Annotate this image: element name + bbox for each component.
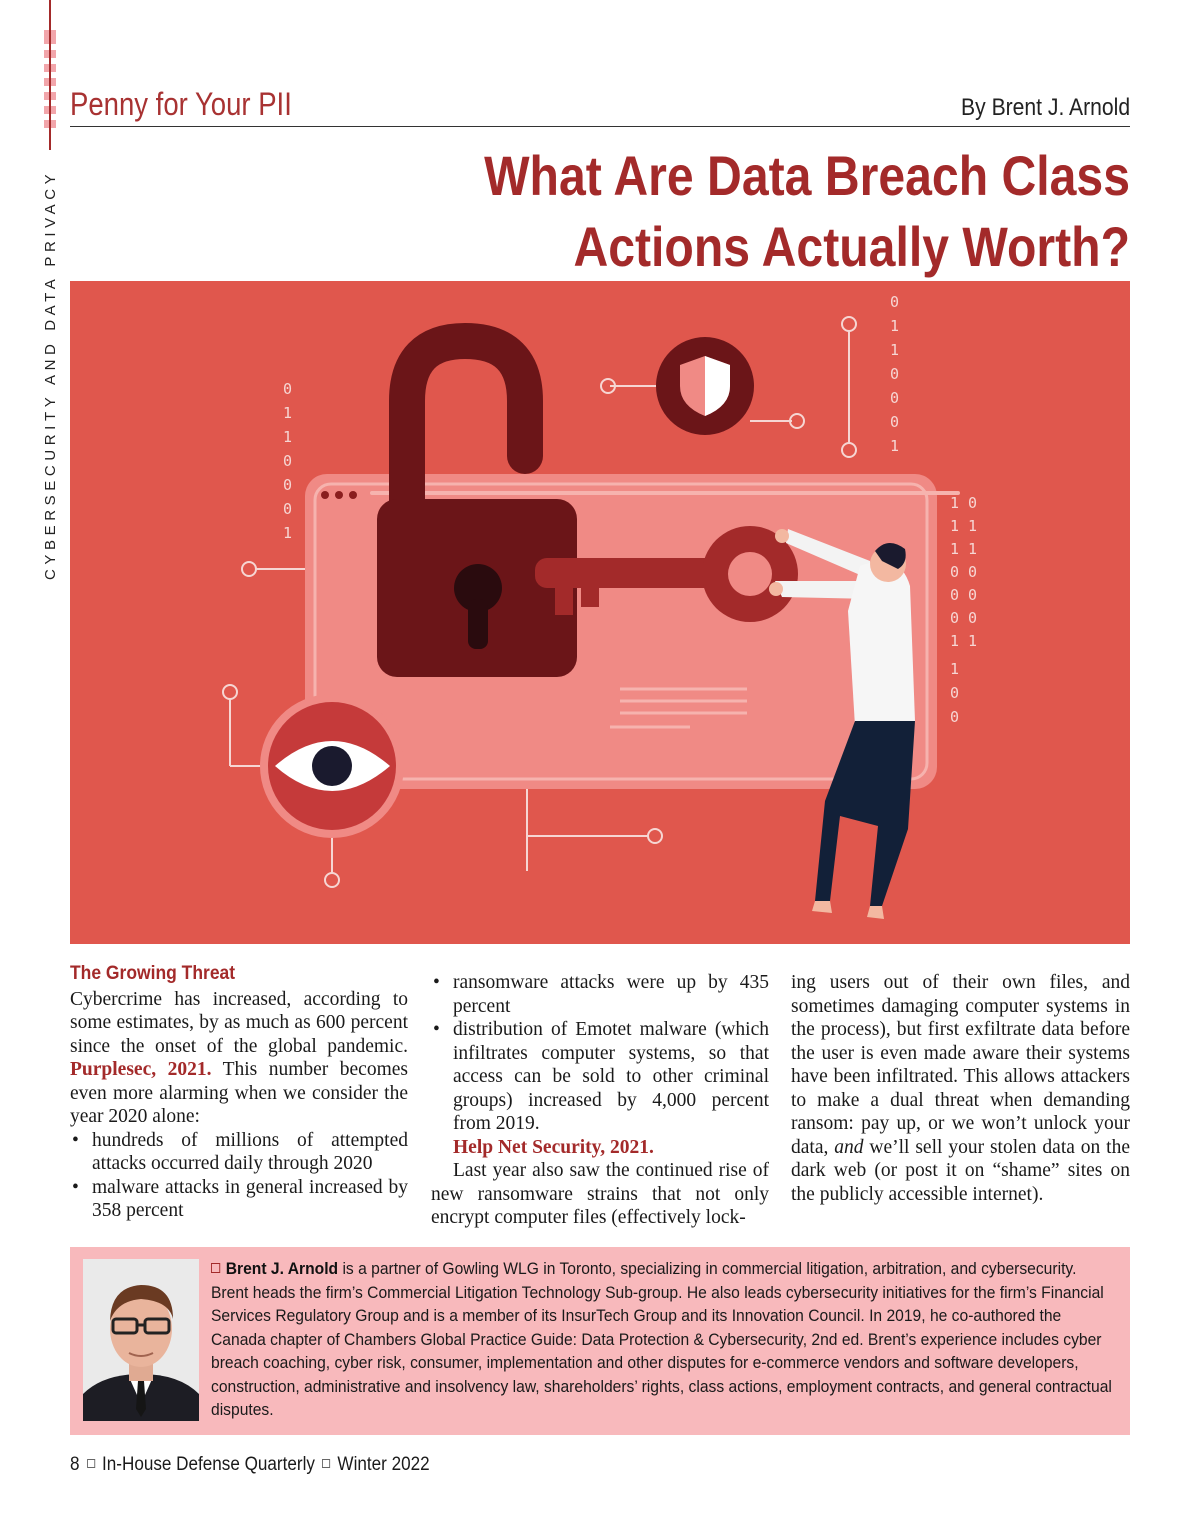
binary-left-2: 1 [283,428,293,446]
binary-right-a-0: 1 [950,494,960,512]
binary-right-b-6: 1 [968,632,978,650]
binary-right-a-8: 0 [950,684,960,702]
binary-top-1: 1 [890,317,900,335]
binary-left-0: 0 [283,380,293,398]
paragraph-3a-text: ing users out of their own files, and sometimes damaging computer systems in the process), but first exfiltrate data before the user is even made aware their systems have been infiltrated. This allows attackers to make a dual threat when demanding ransom: pay up, or we won’t unlock your data, [791,972,1130,1158]
binary-right-a-9: 0 [950,708,960,726]
citation-purplesec: Purplesec, 2021. [70,1059,212,1080]
list-item: • ransomware attacks were up by 435 percent [431,971,769,1018]
hero-illustration [70,281,1130,944]
padlock-icon [377,341,577,677]
list-item: • malware attacks in general increased by 358 percent [70,1176,408,1223]
binary-top-0: 0 [890,293,900,311]
separator-icon [322,1459,330,1468]
binary-top-3: 0 [890,365,900,383]
binary-top-6: 1 [890,437,900,455]
article-header [70,86,1130,127]
binary-top-2: 1 [890,341,900,359]
binary-right-b-2: 1 [968,540,978,558]
binary-right-b-4: 0 [968,586,978,604]
author-bio-text [211,1257,1113,1422]
binary-right-b-3: 0 [968,563,978,581]
list-item: • hundreds of millions of attempted attacks occurred daily through 2020 [70,1129,408,1176]
binary-left-5: 0 [283,500,293,518]
list-item: • distribution of Emotet malware (which infiltrates computer systems, so that access can be sold to other criminal groups) increased by 4,000 percent from 2019. [431,1018,769,1136]
cyber-lock-illustration [70,281,1130,944]
side-decoration-bar [44,0,56,150]
author-photo [83,1259,199,1421]
paragraph-2: Last year also saw the continued rise of new ransomware strains that not only encrypt computer files (effectively lock- [431,1160,769,1228]
page-number: 8 [70,1454,80,1475]
paragraph-3b-text: we’ll sell your stolen data on the dark web (or post it on “shame” sites on the publicly accessible internet). [791,1136,1130,1205]
paragraph-1-text: Cybercrime has increased, according to some estimates, by as much as 600 percent since the onset of the global pandemic. [70,988,408,1057]
citation-line [431,1136,769,1160]
binary-right-b-1: 1 [968,517,978,535]
binary-right-a-4: 0 [950,586,960,604]
page-footer [70,1454,430,1476]
binary-right-a-6: 1 [950,632,960,650]
article-column-1 [70,962,408,1223]
section-heading: The Growing Threat [70,963,236,984]
author-bio-box [70,1247,1130,1435]
article-headline [356,140,1130,282]
author-name: Brent J. Arnold [225,1259,339,1278]
issue-date: Winter 2022 [337,1454,430,1475]
binary-left-6: 1 [283,524,293,542]
threat-list-2 [431,971,769,1136]
binary-left-4: 0 [283,476,293,494]
binary-top-4: 0 [890,389,900,407]
binary-right-b-0: 0 [968,494,978,512]
headline-line-1: What Are Data Breach Class [484,144,1130,207]
byline: By Brent J. Arnold [960,94,1130,121]
threat-list-1 [70,1129,408,1223]
binary-left-1: 1 [283,404,293,422]
binary-right-a-5: 0 [950,609,960,627]
paragraph-1 [70,988,408,1129]
article-column-3 [791,971,1130,1206]
column-kicker: Penny for Your PII [70,86,292,122]
headline-line-2: Actions Actually Worth? [573,215,1130,278]
binary-right-a-3: 0 [950,563,960,581]
publication-name: In-House Defense Quarterly [102,1454,315,1475]
binary-right-a-1: 1 [950,517,960,535]
binary-left-3: 0 [283,452,293,470]
binary-right-a-7: 1 [950,660,960,678]
citation-help-net-security: Help Net Security, 2021. [453,1136,654,1158]
separator-icon [87,1459,95,1468]
bio-marker-icon [211,1263,220,1273]
paragraph-1b-text: This number becomes even more alarming when we consider the year 2020 alone: [70,1059,408,1127]
binary-right-b-5: 0 [968,609,978,627]
section-label: CYBERSECURITY AND DATA PRIVACY [42,169,59,580]
article-column-2 [431,971,769,1230]
bio-description: is a partner of Gowling WLG in Toronto, specializing in commercial litigation, arbitration, and cybersecurity. Brent heads the firm’s Commercial Litigation Technology Sub-group. He also leads cybersecurity initiatives for the firm’s Financial Services Regulatory Group and is a member of its InsurTech Group and its Innovation Council. In 2019, he co-authored the Canada chapter of Chambers Global Practice Guide: Data Protection & Cybersecurity, 2nd ed. Brent’s experience includes cyber breach coaching, cyber risk, consumer, implementation and other disputes for e-commerce vendors and software developers, construction, administrative and insolvency law, shareholders’ rights, class actions, employment contracts, and general contractual disputes. [211,1259,1112,1419]
binary-right-a-2: 1 [950,540,960,558]
eye-icon [223,685,404,887]
binary-top-5: 0 [890,413,900,431]
shield-icon [601,337,804,435]
paragraph-3-emphasis: and [834,1136,864,1158]
paragraph-3 [791,971,1130,1206]
